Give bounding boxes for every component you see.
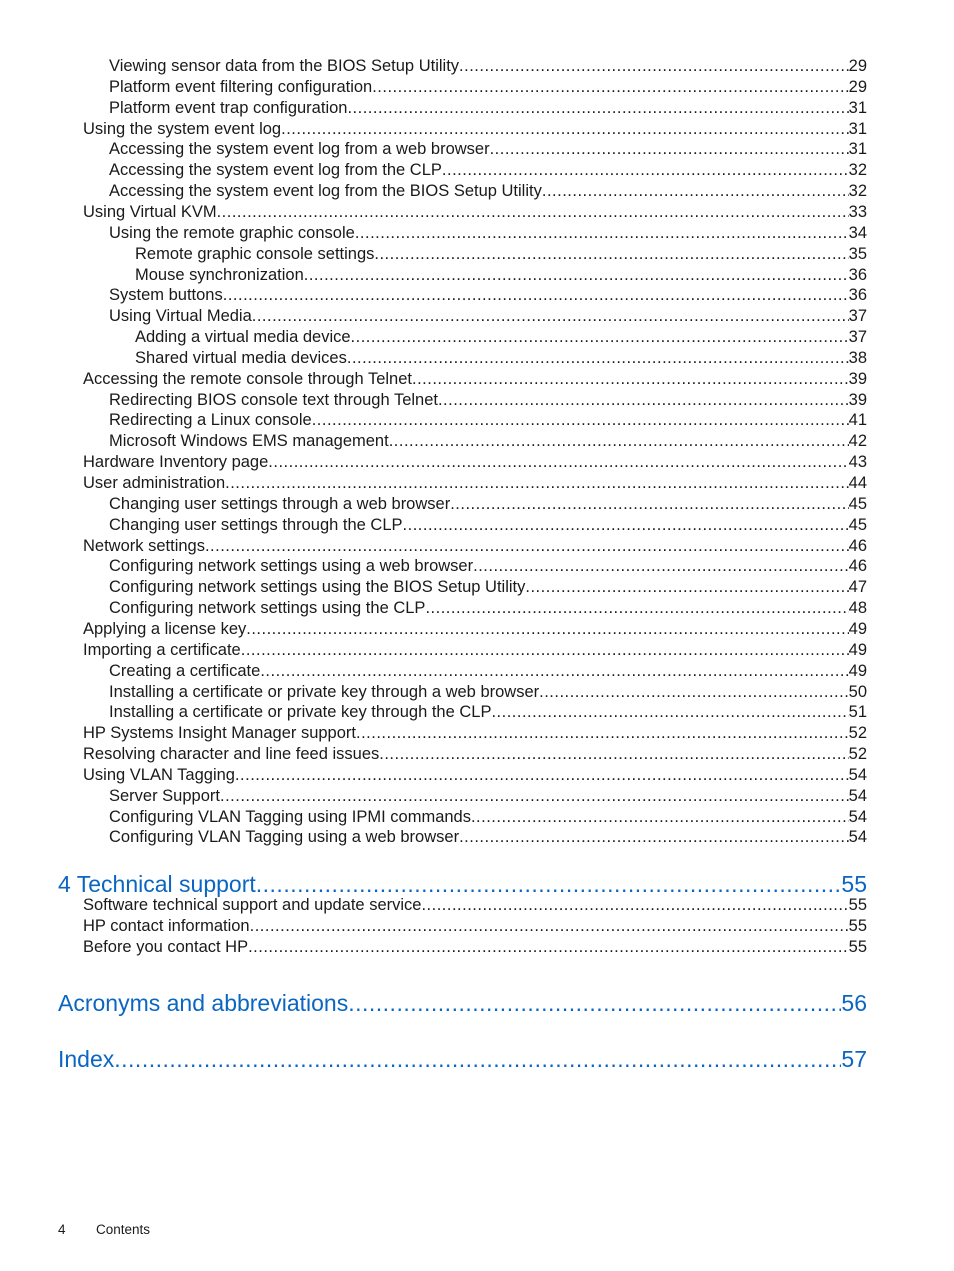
dot-leader bbox=[312, 410, 849, 431]
toc-entry[interactable] bbox=[135, 244, 867, 265]
toc-entry[interactable] bbox=[83, 916, 867, 937]
toc-entry[interactable] bbox=[109, 702, 867, 723]
toc-entry[interactable] bbox=[83, 369, 867, 390]
dot-leader bbox=[260, 661, 848, 682]
toc-entry-title: Microsoft Windows EMS management bbox=[109, 432, 389, 451]
toc-entry[interactable] bbox=[135, 265, 867, 286]
toc-entry-title: Platform event filtering configuration bbox=[109, 77, 373, 96]
toc-entry-title: Shared virtual media devices bbox=[135, 348, 347, 367]
toc-entry[interactable] bbox=[109, 160, 867, 181]
toc-entry[interactable] bbox=[109, 285, 867, 306]
dot-leader bbox=[225, 473, 849, 494]
toc-entry[interactable] bbox=[83, 723, 867, 744]
toc-entry-page-number: 54 bbox=[848, 765, 867, 784]
toc-entry-title: Hardware Inventory page bbox=[83, 453, 269, 472]
dot-leader bbox=[250, 916, 849, 937]
toc-entry[interactable] bbox=[109, 139, 867, 160]
dot-leader bbox=[223, 285, 849, 306]
dot-leader bbox=[347, 348, 849, 369]
toc-entry[interactable] bbox=[109, 431, 867, 452]
toc-entry-title: Software technical support and update service bbox=[83, 896, 422, 915]
toc-entry-title: Before you contact HP bbox=[83, 938, 249, 956]
toc-entry[interactable] bbox=[109, 598, 867, 619]
toc-entry[interactable] bbox=[83, 452, 867, 473]
dot-leader bbox=[425, 598, 848, 619]
toc-entry-page-number: 55 bbox=[848, 938, 867, 956]
toc-entry-page-number: 57 bbox=[841, 1045, 867, 1072]
dot-leader bbox=[347, 98, 848, 119]
dot-leader bbox=[235, 765, 849, 786]
toc-entry-page-number: 38 bbox=[848, 348, 867, 367]
toc-entry-page-number: 54 bbox=[848, 807, 867, 826]
toc-entry[interactable] bbox=[109, 390, 867, 411]
toc-entry-page-number: 31 bbox=[848, 98, 867, 117]
dot-leader bbox=[442, 160, 849, 181]
toc-entry[interactable] bbox=[83, 536, 867, 557]
toc-entry-page-number: 37 bbox=[848, 307, 867, 326]
toc-entry-page-number: 45 bbox=[848, 515, 867, 534]
toc-entry-title: Accessing the system event log from the BIOS Setup Utility bbox=[109, 182, 542, 201]
toc-entry-title: Changing user settings through a web browser bbox=[109, 494, 451, 513]
toc-entry-title: System buttons bbox=[109, 286, 223, 305]
toc-entry-title: Network settings bbox=[83, 536, 205, 555]
toc-entry-page-number: 45 bbox=[848, 494, 867, 513]
toc-entry-page-number: 48 bbox=[848, 599, 867, 618]
toc-chapter-entry[interactable] bbox=[58, 988, 867, 1018]
toc-entry[interactable] bbox=[109, 515, 867, 536]
toc-entry[interactable] bbox=[109, 661, 867, 682]
toc-entry-page-number: 49 bbox=[848, 640, 867, 659]
dot-leader bbox=[471, 807, 849, 828]
footer-section-label: Contents bbox=[96, 1222, 151, 1237]
dot-leader bbox=[114, 1044, 841, 1074]
toc-entry[interactable] bbox=[109, 181, 867, 202]
dot-leader bbox=[355, 223, 849, 244]
toc-entry[interactable] bbox=[109, 556, 867, 577]
toc-entry-page-number: 36 bbox=[848, 265, 867, 284]
dot-leader bbox=[542, 181, 849, 202]
toc-entry-title: Platform event trap configuration bbox=[109, 98, 348, 117]
toc-chapter-entry[interactable] bbox=[58, 1044, 867, 1074]
footer-page-number: 4 bbox=[58, 1222, 66, 1237]
toc-entry-title: Changing user settings through the CLP bbox=[109, 515, 403, 534]
dot-leader bbox=[412, 369, 849, 390]
toc-entry-title: Accessing the system event log from the CLP bbox=[109, 161, 442, 180]
toc-entry-page-number: 29 bbox=[848, 77, 867, 96]
toc-entry[interactable] bbox=[109, 410, 867, 431]
toc-entry-title: Applying a license key bbox=[83, 619, 247, 638]
dot-leader bbox=[205, 536, 849, 557]
toc-entry-page-number: 43 bbox=[848, 453, 867, 472]
toc-entry-title: Acronyms and abbreviations bbox=[58, 989, 349, 1016]
toc-entry-page-number: 56 bbox=[841, 989, 867, 1016]
toc-entry-page-number: 52 bbox=[848, 745, 867, 764]
toc-entry-page-number: 32 bbox=[848, 182, 867, 201]
dot-leader bbox=[220, 786, 849, 807]
toc-entry-page-number: 31 bbox=[848, 140, 867, 159]
dot-leader bbox=[248, 937, 849, 958]
dot-leader bbox=[491, 702, 848, 723]
toc-entry-page-number: 39 bbox=[848, 390, 867, 409]
toc-entry-title: Mouse synchronization bbox=[135, 265, 304, 284]
toc-entry[interactable] bbox=[83, 202, 867, 223]
dot-leader bbox=[217, 202, 849, 223]
toc-entry[interactable] bbox=[109, 577, 867, 598]
toc-entry-title: Configuring VLAN Tagging using IPMI commands bbox=[109, 807, 471, 826]
toc-entry-page-number: 29 bbox=[848, 57, 867, 75]
toc-entry-title: Adding a virtual media device bbox=[135, 328, 351, 347]
toc-entry-title: Server Support bbox=[109, 786, 220, 805]
toc-entry-title: Using the remote graphic console bbox=[109, 223, 355, 242]
toc-entry[interactable] bbox=[83, 937, 867, 958]
toc-entry-page-number: 47 bbox=[848, 578, 867, 597]
toc-entry-page-number: 54 bbox=[848, 828, 867, 847]
toc-entry-title: Resolving character and line feed issues bbox=[83, 745, 380, 764]
toc-entry-title: Importing a certificate bbox=[83, 640, 241, 659]
dot-leader bbox=[246, 619, 848, 640]
toc-entry-title: User administration bbox=[83, 474, 226, 492]
toc-entry[interactable] bbox=[109, 77, 867, 98]
toc-entry[interactable] bbox=[109, 223, 867, 244]
toc-entry-page-number: 34 bbox=[848, 223, 867, 242]
dot-leader bbox=[459, 56, 849, 77]
toc-entry-title: Creating a certificate bbox=[109, 661, 261, 680]
dot-leader bbox=[379, 744, 848, 765]
toc-entry-page-number: 55 bbox=[841, 871, 867, 898]
toc-entry-title: Viewing sensor data from the BIOS Setup Utility bbox=[109, 57, 460, 75]
toc-entry-title: HP contact information bbox=[83, 917, 250, 936]
dot-leader bbox=[459, 827, 849, 848]
toc-entry-title: 4 Technical support bbox=[58, 871, 256, 898]
toc-entry-title: Remote graphic console settings bbox=[135, 244, 375, 263]
toc-entry[interactable] bbox=[109, 786, 867, 807]
toc-entry-page-number: 46 bbox=[848, 536, 867, 555]
toc-entry[interactable] bbox=[83, 619, 867, 640]
toc-entry[interactable] bbox=[109, 306, 867, 327]
toc-entry-page-number: 33 bbox=[848, 202, 867, 221]
toc-entry-page-number: 49 bbox=[848, 661, 867, 680]
toc-entry-title: Using Virtual Media bbox=[109, 307, 252, 326]
dot-leader bbox=[473, 556, 849, 577]
dot-leader bbox=[374, 244, 848, 265]
dot-leader bbox=[450, 494, 848, 515]
toc-entry-page-number: 36 bbox=[848, 286, 867, 305]
toc-entry-title: HP Systems Insight Manager support bbox=[83, 724, 356, 743]
toc-entry[interactable] bbox=[83, 895, 867, 916]
dot-leader bbox=[421, 895, 848, 916]
toc-entry[interactable] bbox=[135, 348, 867, 369]
toc-entry[interactable] bbox=[83, 119, 867, 140]
toc-entry[interactable] bbox=[83, 640, 867, 661]
toc-entry[interactable] bbox=[109, 682, 867, 703]
toc-entry[interactable] bbox=[109, 827, 867, 848]
dot-leader bbox=[252, 306, 849, 327]
toc-entry-title: Configuring VLAN Tagging using a web browser bbox=[109, 828, 460, 847]
dot-leader bbox=[241, 640, 849, 661]
toc-entry[interactable] bbox=[135, 327, 867, 348]
toc-entry-title: Using VLAN Tagging bbox=[83, 765, 235, 784]
toc-entry-title: Accessing the system event log from a web browser bbox=[109, 140, 490, 159]
dot-leader bbox=[438, 390, 849, 411]
dot-leader bbox=[356, 723, 849, 744]
toc-entry-page-number: 35 bbox=[848, 244, 867, 263]
toc-entry-page-number: 55 bbox=[848, 896, 867, 915]
toc-entry[interactable] bbox=[83, 765, 867, 786]
toc-entry-title: Configuring network settings using a web browser bbox=[109, 557, 474, 576]
toc-entry-page-number: 50 bbox=[848, 682, 867, 701]
dot-leader bbox=[389, 431, 849, 452]
toc-entry-page-number: 31 bbox=[848, 119, 867, 138]
toc-entry-title: Configuring network settings using the CLP bbox=[109, 599, 426, 618]
toc-entry-page-number: 52 bbox=[848, 724, 867, 743]
toc-entry-page-number: 55 bbox=[848, 917, 867, 936]
dot-leader bbox=[403, 515, 849, 536]
toc-entry-page-number: 37 bbox=[848, 328, 867, 347]
page-footer bbox=[58, 1222, 150, 1237]
toc-entry-title: Using Virtual KVM bbox=[83, 202, 217, 221]
toc-entry-page-number: 51 bbox=[848, 703, 867, 722]
dot-leader bbox=[525, 577, 848, 598]
toc-entry-title: Redirecting BIOS console text through Telnet bbox=[109, 390, 438, 409]
toc-entry[interactable] bbox=[109, 494, 867, 515]
toc-entry[interactable] bbox=[83, 473, 867, 494]
dot-leader bbox=[304, 265, 849, 286]
dot-leader bbox=[281, 119, 849, 140]
dot-leader bbox=[539, 682, 849, 703]
toc-entry-title: Using the system event log bbox=[83, 119, 282, 138]
toc-entry-page-number: 54 bbox=[848, 786, 867, 805]
toc-entry-page-number: 39 bbox=[848, 369, 867, 388]
toc-entry-page-number: 32 bbox=[848, 161, 867, 180]
toc-entry-title: Index bbox=[58, 1045, 115, 1072]
toc-entry-page-number: 41 bbox=[848, 411, 867, 430]
dot-leader bbox=[372, 77, 848, 98]
toc-entry[interactable] bbox=[109, 807, 867, 828]
toc-entry[interactable] bbox=[83, 744, 867, 765]
toc-entry-title: Configuring network settings using the BIOS Setup Utility bbox=[109, 578, 526, 597]
toc-entry-page-number: 46 bbox=[848, 557, 867, 576]
dot-leader bbox=[490, 139, 849, 160]
toc-entry-title: Installing a certificate or private key through a web browser bbox=[109, 682, 540, 701]
toc-entry[interactable] bbox=[109, 56, 867, 77]
dot-leader bbox=[268, 452, 848, 473]
toc-entry-page-number: 49 bbox=[848, 619, 867, 638]
toc-entry[interactable] bbox=[109, 98, 867, 119]
toc-entry-title: Installing a certificate or private key through the CLP bbox=[109, 703, 492, 722]
toc-entry-page-number: 42 bbox=[848, 432, 867, 451]
toc-entry-title: Redirecting a Linux console bbox=[109, 411, 312, 430]
toc-entry-page-number: 44 bbox=[848, 474, 867, 492]
dot-leader bbox=[351, 327, 849, 348]
toc-entry-title: Accessing the remote console through Telnet bbox=[83, 369, 412, 388]
dot-leader bbox=[348, 988, 841, 1018]
